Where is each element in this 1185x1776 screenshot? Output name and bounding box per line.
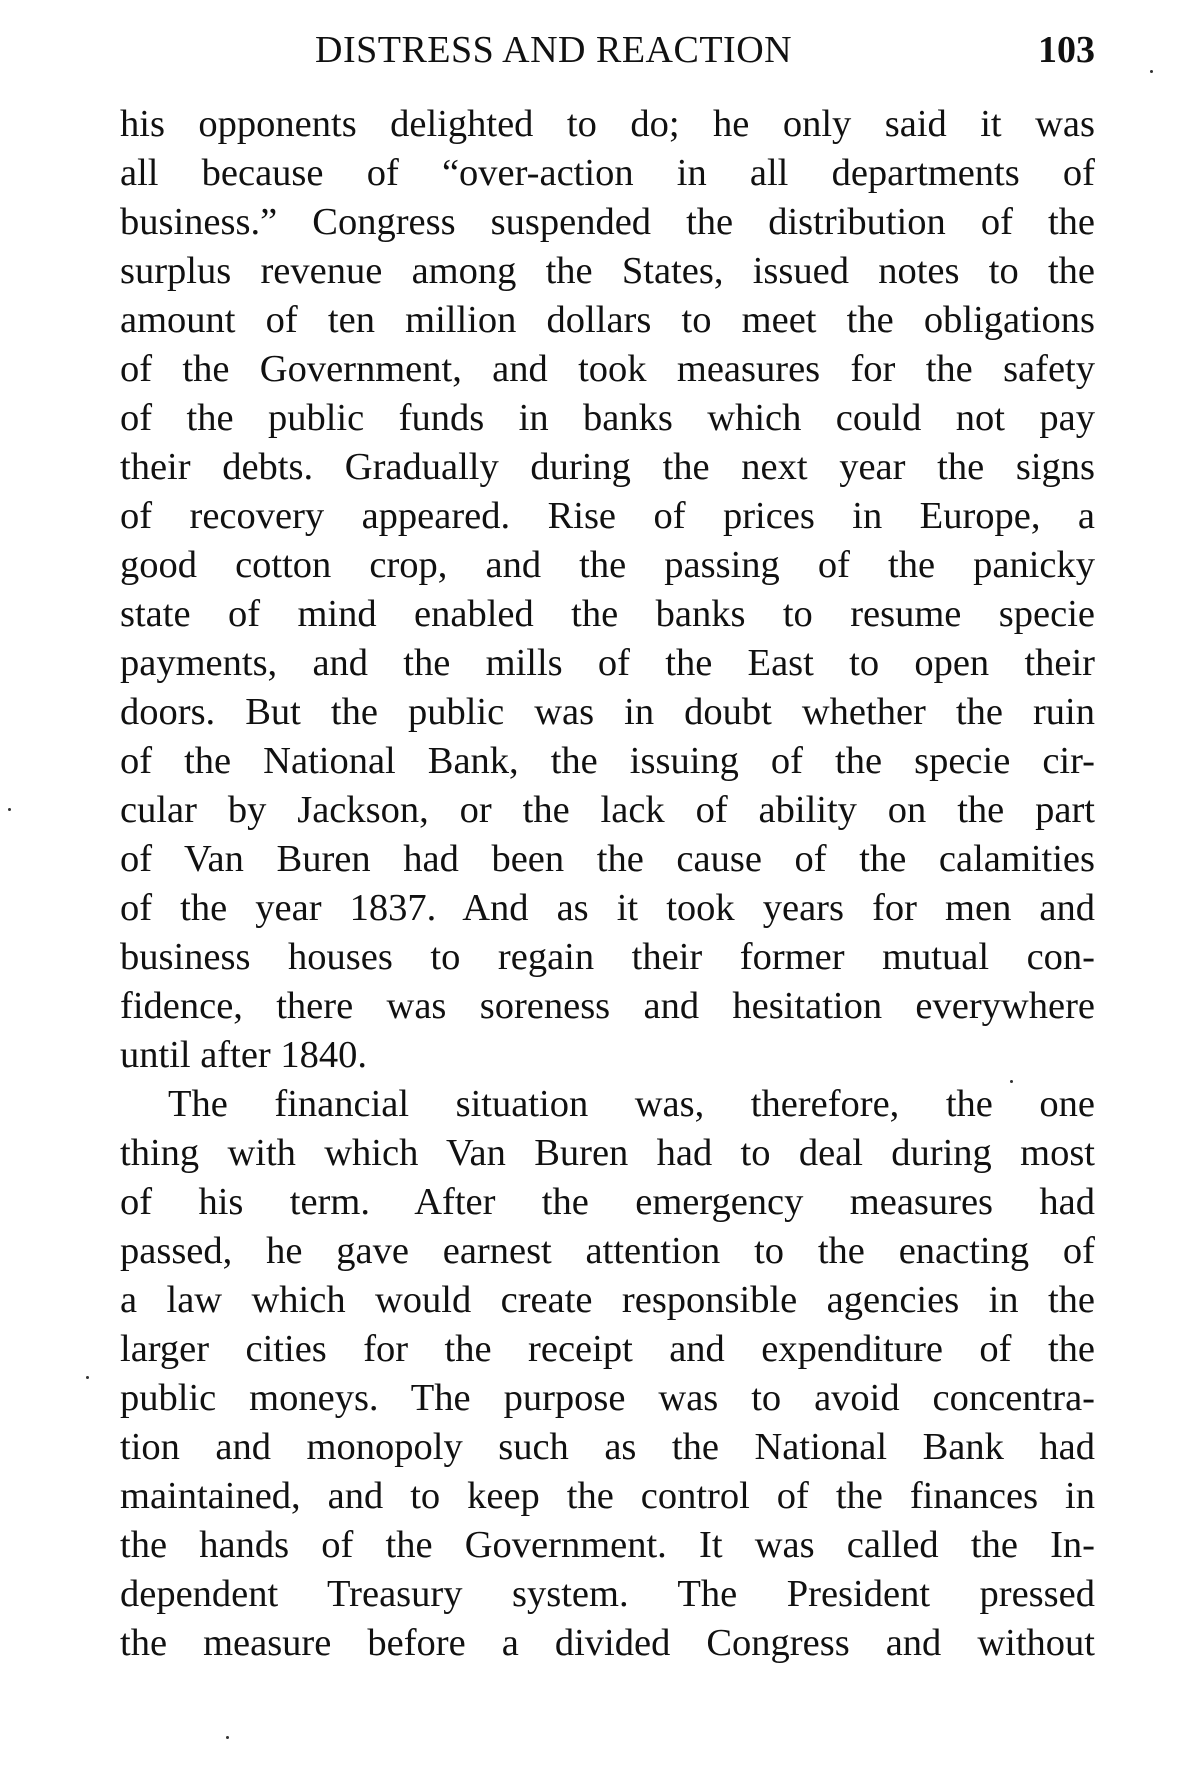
text-line: public moneys. The purpose was to avoid concentra- (120, 1377, 1095, 1419)
running-title: DISTRESS AND REACTION (315, 29, 793, 71)
text-line: the measure before a divided Congress and without (120, 1622, 1095, 1664)
text-line: their debts. Gradually during the next year the signs (120, 446, 1095, 488)
text-line: his opponents delighted to do; he only said it was (120, 103, 1095, 145)
text-line: passed, he gave earnest attention to the enacting of (120, 1230, 1095, 1272)
text-line: business houses to regain their former mutual con- (120, 936, 1095, 978)
text-line: maintained, and to keep the control of the finances in (120, 1475, 1095, 1517)
page-number: 103 (1038, 29, 1095, 71)
text-line: surplus revenue among the States, issued notes to the (120, 250, 1095, 292)
text-line: The financial situation was, therefore, the one (168, 1083, 1095, 1125)
scan-speck (1010, 1080, 1013, 1083)
text-line: thing with which Van Buren had to deal during most (120, 1132, 1095, 1174)
scan-speck (226, 1736, 229, 1739)
text-line: cular by Jackson, or the lack of ability on the part (120, 789, 1095, 831)
text-line: of the Government, and took measures for the safety (120, 348, 1095, 390)
text-line: of his term. After the emergency measures had (120, 1181, 1095, 1223)
text-line: payments, and the mills of the East to open their (120, 642, 1095, 684)
text-line: until after 1840. (120, 1034, 367, 1076)
text-line: fidence, there was soreness and hesitation everywhere (120, 985, 1095, 1027)
scan-speck (86, 1376, 89, 1379)
text-line: of the year 1837. And as it took years for men and (120, 887, 1095, 929)
text-line: the hands of the Government. It was called the In- (120, 1524, 1095, 1566)
paragraph-1 (120, 100, 1095, 1080)
paragraph-2 (120, 1080, 1095, 1668)
scan-speck (1150, 70, 1153, 73)
scan-speck (8, 808, 11, 811)
text-line: dependent Treasury system. The President pressed (120, 1573, 1095, 1615)
text-line: larger cities for the receipt and expenditure of the (120, 1328, 1095, 1370)
text-line: a law which would create responsible agencies in the (120, 1279, 1095, 1321)
text-line: of Van Buren had been the cause of the calamities (120, 838, 1095, 880)
text-line: doors. But the public was in doubt whether the ruin (120, 691, 1095, 733)
body-text (120, 100, 1095, 1668)
text-line: business.” Congress suspended the distribution of the (120, 201, 1095, 243)
text-line: of the National Bank, the issuing of the specie cir- (120, 740, 1095, 782)
text-line: state of mind enabled the banks to resume specie (120, 593, 1095, 635)
text-line: tion and monopoly such as the National Bank had (120, 1426, 1095, 1468)
text-line: of recovery appeared. Rise of prices in Europe, a (120, 495, 1095, 537)
text-line: all because of “over-action in all departments of (120, 152, 1095, 194)
text-line: amount of ten million dollars to meet the obligations (120, 299, 1095, 341)
text-line: good cotton crop, and the passing of the panicky (120, 544, 1095, 586)
text-line: of the public funds in banks which could not pay (120, 397, 1095, 439)
running-head (315, 28, 1095, 84)
